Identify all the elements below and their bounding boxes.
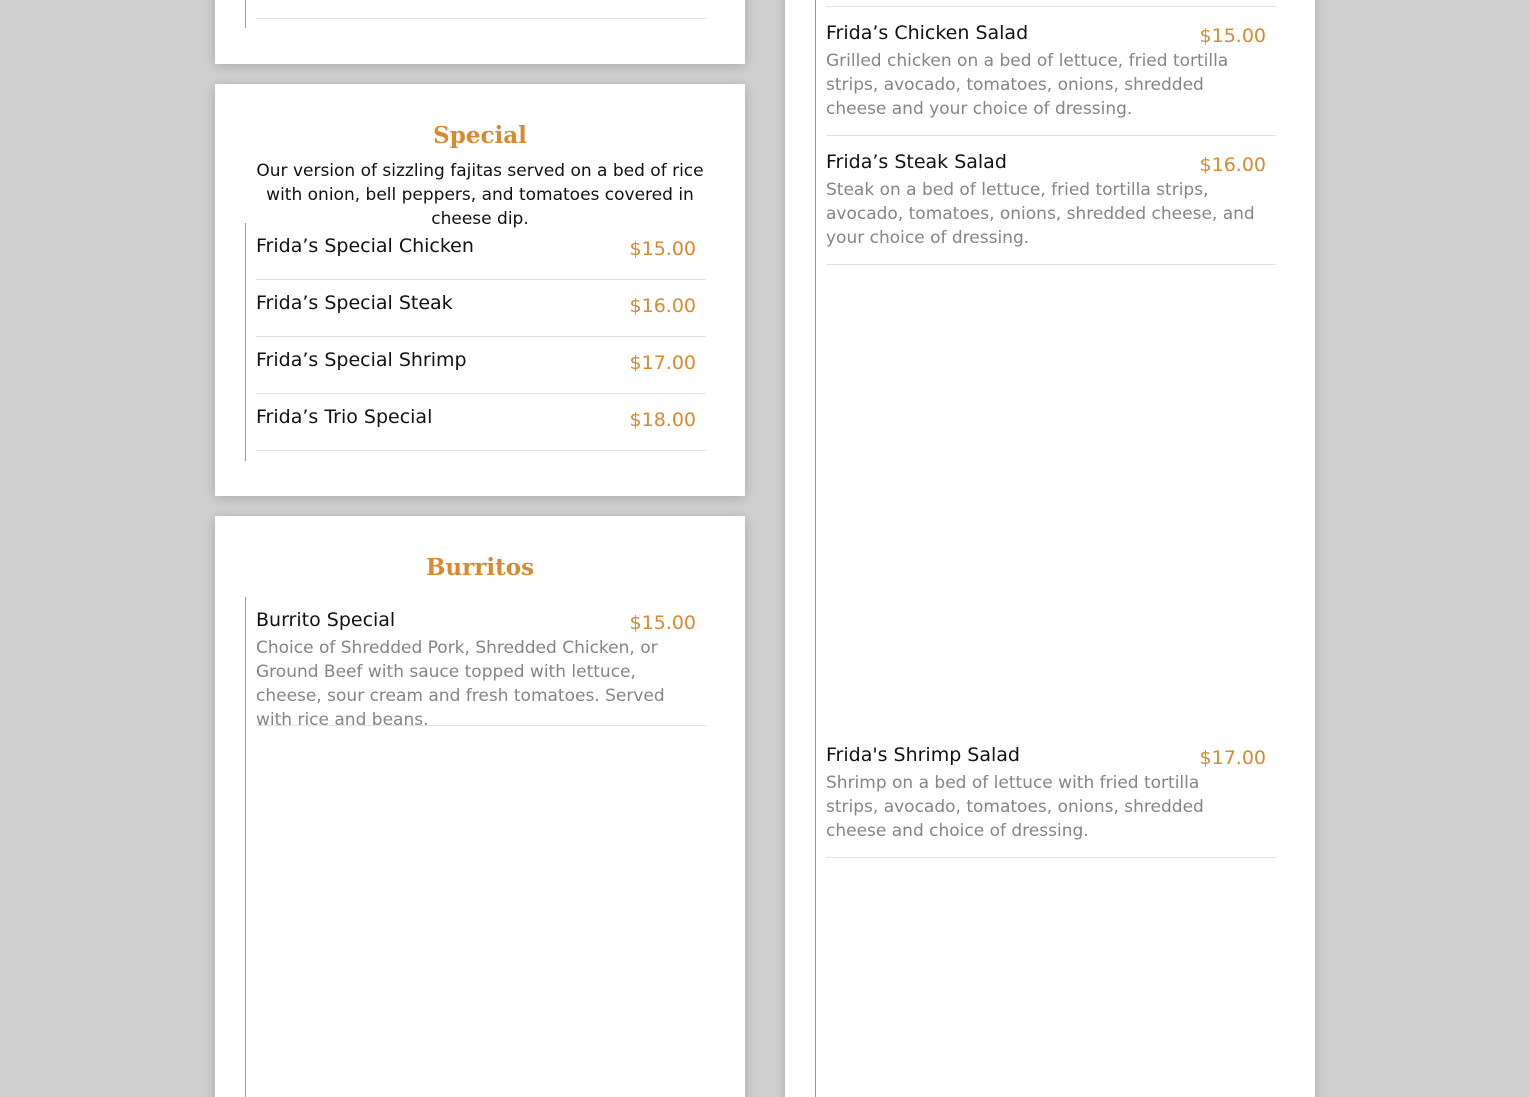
- menu-item: [256, 349, 706, 394]
- item-name: Burrito Special: [256, 609, 396, 631]
- special-section-title: Special: [433, 122, 527, 149]
- item-name: Frida’s Special Steak: [256, 292, 453, 314]
- burritos-section-title: Burritos: [425, 554, 535, 581]
- salads-items-list: [815, 0, 1276, 1097]
- menu-item: [256, 292, 706, 337]
- item-description: Grilled chicken on a bed of lettuce, fried tortilla strips, avocado, tomatoes, onions, shredded cheese and your choice of dressing.: [826, 51, 1229, 119]
- item-name: Frida’s Special Shrimp: [256, 349, 467, 371]
- special-section-card: [215, 84, 745, 496]
- item-name: Frida’s Special Chicken: [256, 235, 474, 257]
- special-section-intro: Our version of sizzling fajitas served on a bed of rice with onion, bell peppers, and tomatoes covered in cheese dip.: [256, 161, 704, 229]
- menu-item: [826, 744, 1276, 858]
- item-price: $17.00: [1199, 747, 1266, 769]
- menu-item: [256, 609, 706, 730]
- salads-section-card: [785, 0, 1315, 1097]
- item-name: Frida’s Trio Special: [256, 406, 433, 428]
- previous-item-divider: [256, 0, 706, 19]
- previous-item-divider: [826, 0, 1276, 7]
- item-name: Frida’s Steak Salad: [826, 151, 1007, 173]
- item-price: $15.00: [1199, 25, 1266, 47]
- burritos-section-card: [215, 516, 745, 1097]
- item-description: Shrimp on a bed of lettuce with fried tortilla strips, avocado, tomatoes, onions, shredded cheese and choice of dressing.: [826, 773, 1204, 841]
- item-description: Choice of Shredded Pork, Shredded Chicken, or Ground Beef with sauce topped with lettuce, cheese, sour cream and fresh tomatoes. Served with rice and beans.: [256, 638, 665, 730]
- menu-item: [256, 406, 706, 451]
- item-price: $18.00: [629, 409, 696, 431]
- previous-section-card: [215, 0, 745, 64]
- burritos-items-list: [245, 597, 706, 1097]
- item-name: Frida's Shrimp Salad: [826, 744, 1020, 766]
- previous-section-items: [245, 0, 706, 28]
- menu-item: [826, 22, 1276, 136]
- item-price: $17.00: [629, 352, 696, 374]
- item-name: Frida’s Chicken Salad: [826, 22, 1029, 44]
- item-price: $15.00: [629, 612, 696, 634]
- special-items-list: [245, 223, 706, 461]
- item-price: $16.00: [629, 295, 696, 317]
- item-price: $16.00: [1199, 154, 1266, 176]
- menu-item: [256, 235, 706, 280]
- menu-item: [826, 151, 1276, 265]
- item-price: $15.00: [629, 238, 696, 260]
- item-description: Steak on a bed of lettuce, fried tortilla strips, avocado, tomatoes, onions, shredded cheese, and your choice of dressing.: [826, 180, 1255, 248]
